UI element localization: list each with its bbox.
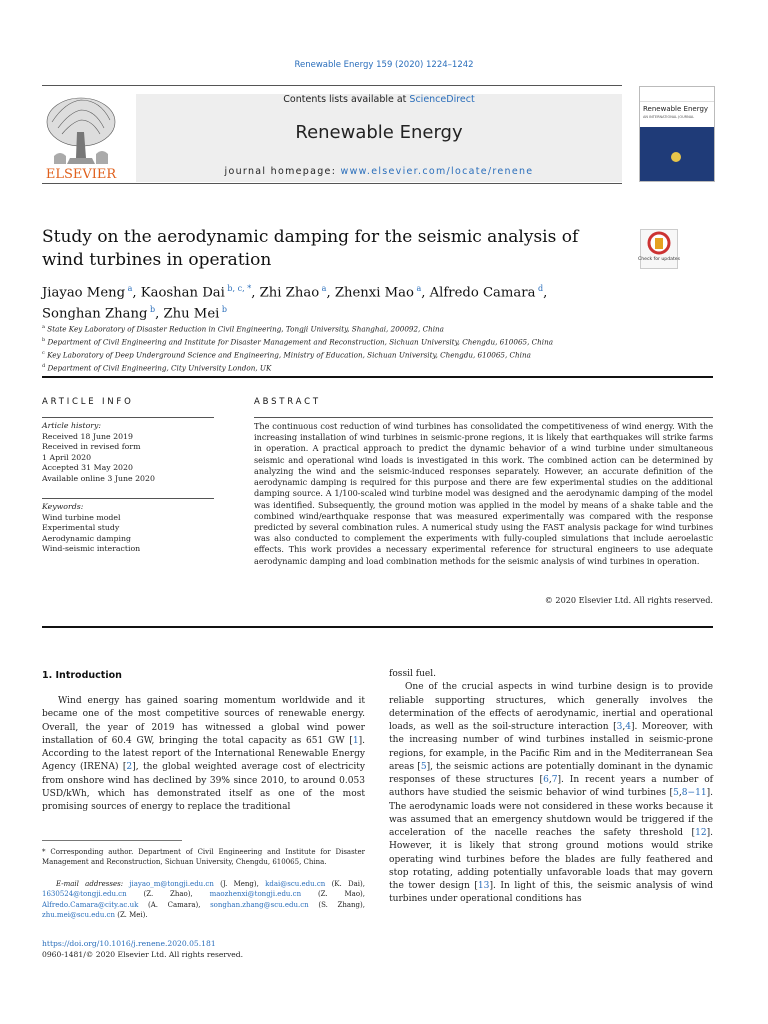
- abstract-text: The continuous cost reduction of wind turbines has consolidated the competitiveness of wind energy. With the increasing installation of wind turbines in seismic-prone regions, it is likely that earthquakes will strike farms in operation. A practical approach to predict the dynamic behavior of a wind turbine under simultaneous seismic and operational wind loads is investigated in this work. The combined action can be determined by analyzing the wind and the seismic-induced responses separately. However, an accurate definition of the aerodynamic damping is required for this purpose and there are few experimental studies on the additional damping source. A 1/100-scaled wind turbine model was designed and the aerodynamic damping of the model was identified. Subsequently, the ground motion was applied in the model by means of a shake table and the combined wind/earthquake response that was measured experimentally was compared with the response predicted by several combination rules. A numerical study using the FAST analysis package for wind turbines was also conducted to complement the experiments with fully-coupled simulations that include aeroelastic effects. This work provides a necessary experimental reference for structural engineers to use adequate aerodynamic damping and load combination methods for the seismic analysis of wind turbines in operation.: [254, 421, 713, 566]
- text-run: E-mail addresses:: [56, 880, 130, 888]
- affiliation-text: Department of Civil Engineering, City University London, UK: [45, 363, 272, 373]
- citation-link[interactable]: 5: [673, 788, 679, 799]
- text-run: ]. In light of this, the seismic analysis of wind turbines under operational conditions has: [389, 881, 713, 905]
- abstract-block-rule: [42, 626, 713, 628]
- keyword-item: Aerodynamic damping: [42, 533, 131, 543]
- affiliation-marker: a: [42, 324, 45, 330]
- contents-line: [136, 94, 622, 105]
- text-run: (K. Dai),: [325, 880, 365, 888]
- abstract-heading: ABSTRACT: [254, 397, 321, 407]
- author-affiliation-marker[interactable]: d: [535, 284, 544, 293]
- email-link[interactable]: jiayao_m@tongji.edu.cn: [129, 880, 214, 888]
- email-link[interactable]: zhu.mei@scu.edu.cn: [42, 910, 115, 919]
- text-run: ,: [548, 775, 552, 785]
- header-top-rule: [42, 85, 622, 86]
- history-item: Available online 3 June 2020: [42, 473, 155, 483]
- text-run: ], the seismic actions are potentially dominant in the dynamic responses of these structures [: [389, 761, 713, 785]
- text-run: ]. In recent years a number of authors have studied the seismic behavior of wind turbines [: [389, 775, 713, 799]
- affiliation-marker: d: [42, 362, 46, 369]
- keywords-label: Keywords:: [42, 502, 84, 511]
- text-run: ]. The aerodynamic loads were not considered in these works because it was assumed that an emergency shutdown would be triggered if the acceleration of the nacelle reaches the safety threshold [: [389, 788, 713, 838]
- author-name: Zhu Mei: [163, 306, 220, 322]
- citation-link[interactable]: 7: [551, 775, 558, 785]
- abstract-copyright: © 2020 Elsevier Ltd. All rights reserved.: [544, 595, 713, 605]
- text-run: ,: [622, 722, 626, 732]
- email-link[interactable]: maozhenxi@tongji.edu.cn: [209, 890, 302, 899]
- author-separator: ,: [421, 285, 430, 301]
- article-title: Study on the aerodynamic damping for the seismic analysis of wind turbines in operation: [42, 227, 579, 270]
- text-run: ]. However, it is likely that strong ground motions would strike operating wind turbines before the blades are fully feathered and stop rotating, adding potentially unfavorable loads that may govern the tower design [: [389, 828, 713, 891]
- history-label: Article history:: [42, 421, 102, 430]
- sciencedirect-link[interactable]: ScienceDirect: [409, 94, 475, 105]
- elsevier-tree-icon: [40, 92, 122, 182]
- article-info-rule: [42, 417, 214, 418]
- author-affiliation-marker[interactable]: b: [219, 305, 228, 315]
- author-separator: ,: [326, 285, 335, 301]
- intro-continued-text: fossil fuel.: [389, 669, 437, 679]
- cover-title: Renewable Energy: [643, 105, 709, 113]
- citation-link[interactable]: 13: [477, 881, 490, 891]
- affiliation-list: [42, 322, 722, 374]
- cover-top-band: [640, 87, 714, 102]
- history-item: Received 18 June 2019: [42, 431, 133, 441]
- author-name: Alfredo Camara: [429, 285, 536, 301]
- footnote-rule: [42, 840, 182, 841]
- text-run: (S. Zhang),: [308, 900, 365, 909]
- section-heading-introduction: 1. Introduction: [42, 670, 122, 681]
- check-for-updates-badge[interactable]: [640, 229, 678, 269]
- author-affiliation-marker[interactable]: a: [319, 284, 327, 293]
- author-affiliation-marker[interactable]: a: [413, 284, 422, 293]
- text-run: (Z. Mei).: [114, 910, 148, 919]
- citation-link[interactable]: 4: [625, 722, 632, 732]
- elsevier-logo: [40, 92, 122, 182]
- citation-link[interactable]: 8−11: [681, 788, 707, 799]
- citation-link[interactable]: 1: [352, 735, 359, 746]
- citation-link[interactable]: 3: [616, 722, 623, 732]
- affiliation-marker: c: [42, 349, 45, 356]
- author-name: Kaoshan Dai: [140, 285, 225, 301]
- abstract-rule: [254, 417, 713, 418]
- history-item: Received in revised form: [42, 442, 141, 452]
- keyword-item: Wind turbine model: [42, 512, 121, 522]
- elsevier-wordmark: ELSEVIER: [45, 167, 117, 182]
- doi-link[interactable]: https://doi.org/10.1016/j.renene.2020.05.181: [42, 939, 216, 948]
- author-separator: ,: [132, 285, 141, 301]
- affiliation-item: [42, 348, 722, 361]
- intro-right-column: [389, 668, 713, 907]
- cover-artwork: [640, 127, 714, 181]
- author-name: Songhan Zhang: [42, 306, 148, 322]
- article-info-heading: ARTICLE INFO: [42, 397, 134, 407]
- intro-paragraph-2: [389, 681, 713, 906]
- citation-link[interactable]: 2: [126, 762, 133, 773]
- journal-reference[interactable]: Renewable Energy 159 (2020) 1224–1242: [294, 60, 474, 70]
- intro-paragraph-1: [42, 695, 365, 814]
- affiliation-item: [42, 322, 722, 335]
- text-run: ]. Moreover, with the increasing number of wind turbines installed in seismic-prone regions, for example, in the Pacific Rim and in the Mediterranean Sea areas [: [389, 722, 714, 772]
- doi-block: [42, 938, 243, 960]
- email-link[interactable]: Alfredo.Camara@city.ac.uk: [42, 900, 139, 909]
- keywords: [42, 502, 214, 555]
- affiliation-text: State Key Laboratory of Disaster Reduction in Civil Engineering, Tongji University, Shanghai, 200092, China: [44, 324, 444, 334]
- author-affiliation-marker[interactable]: b: [147, 305, 156, 315]
- author-list: [42, 280, 662, 323]
- author-name: Zhenxi Mao: [334, 285, 414, 301]
- email-link[interactable]: kdai@scu.edu.cn: [265, 880, 326, 888]
- citation-link[interactable]: 6: [543, 775, 549, 785]
- header-bottom-rule: [42, 183, 622, 184]
- cover-subtitle: AN INTERNATIONAL JOURNAL: [643, 115, 695, 119]
- keyword-item: Experimental study: [42, 523, 120, 533]
- affiliation-item: [42, 361, 722, 374]
- email-link[interactable]: songhan.zhang@scu.edu.cn: [210, 900, 309, 909]
- keywords-rule: [42, 498, 214, 499]
- text-run: (Z. Zhao),: [126, 890, 210, 899]
- author-affiliation-marker[interactable]: b, c, *: [224, 284, 252, 293]
- contents-prefix: Contents lists available at: [283, 94, 410, 105]
- journal-cover-image[interactable]: [639, 86, 715, 182]
- author-affiliation-marker[interactable]: a: [125, 284, 133, 293]
- journal-title: Renewable Energy: [295, 122, 463, 143]
- text-run: ], the global weighted average cost of electricity from onshore wind has declined by 39% since 2010, to around 0.053 USD/kWh, which has demonstrated itself as one of the most promising sources of energy to replace the traditional: [42, 762, 365, 812]
- text-run: (J. Meng),: [213, 880, 266, 888]
- homepage-prefix: journal homepage:: [224, 166, 341, 177]
- email-addresses: [42, 879, 365, 920]
- corresponding-author-note: * Corresponding author. Department of Civil Engineering and Institute for Disaster Management and Reconstruction, Sichuan University, Chengdu, 610065, China.: [42, 848, 365, 867]
- author-separator: ,: [155, 306, 164, 322]
- text-run: ]. According to the latest report of the International Renewable Energy Agency (IRENA) [: [42, 735, 365, 773]
- author-separator: ,: [543, 285, 548, 301]
- homepage-link[interactable]: www.elsevier.com/locate/renene: [340, 166, 534, 177]
- author-name: Jiayao Meng: [42, 285, 126, 301]
- text-run: One of the crucial aspects in wind turbine design is to provide reliable supporting structures, which generally involves the determination of the effects of aerodynamic, inertial and operational loads, as well as the soil-structure interaction [: [389, 682, 713, 732]
- history-item: Accepted 31 May 2020: [42, 463, 133, 473]
- text-run: (Z. Mao),: [301, 890, 365, 899]
- citation-link[interactable]: 12: [695, 828, 707, 838]
- issn-copyright: 0960-1481/© 2020 Elsevier Ltd. All rights reserved.: [42, 950, 244, 959]
- history-item: 1 April 2020: [42, 452, 92, 462]
- affiliation-marker: b: [42, 336, 46, 343]
- cover-sun-icon: [671, 152, 681, 162]
- email-link[interactable]: 1630524@tongji.edu.cn: [42, 890, 127, 899]
- author-name: Zhi Zhao: [259, 285, 320, 301]
- keyword-item: Wind-seismic interaction: [42, 544, 141, 554]
- affiliation-item: [42, 335, 722, 348]
- title-block-rule: [42, 376, 713, 378]
- author-separator: ,: [251, 285, 260, 301]
- text-run: Wind energy has gained soaring momentum worldwide and it became one of the most competitive sources of renewable energy. Overall, the year of 2019 has witnessed a global wind power installation of 60.4 GW, bringing the total capacity as 651 GW [: [42, 696, 365, 746]
- intro-left-column: [42, 695, 365, 814]
- article-history: [42, 421, 214, 485]
- crossmark-label: Check for updates: [638, 257, 680, 262]
- affiliation-text: Department of Civil Engineering and Institute for Disaster Management and Reconstruction, Sichuan University, Chengdu, 610065, China: [45, 337, 554, 347]
- journal-homepage: [136, 166, 622, 177]
- citation-link[interactable]: 5: [420, 761, 427, 772]
- text-run: (A. Camara),: [138, 900, 211, 909]
- text-run: ,: [678, 788, 682, 799]
- affiliation-text: Key Laboratory of Deep Underground Science and Engineering, Ministry of Education, Sichuan University, Chengdu, 610065, China: [44, 350, 531, 360]
